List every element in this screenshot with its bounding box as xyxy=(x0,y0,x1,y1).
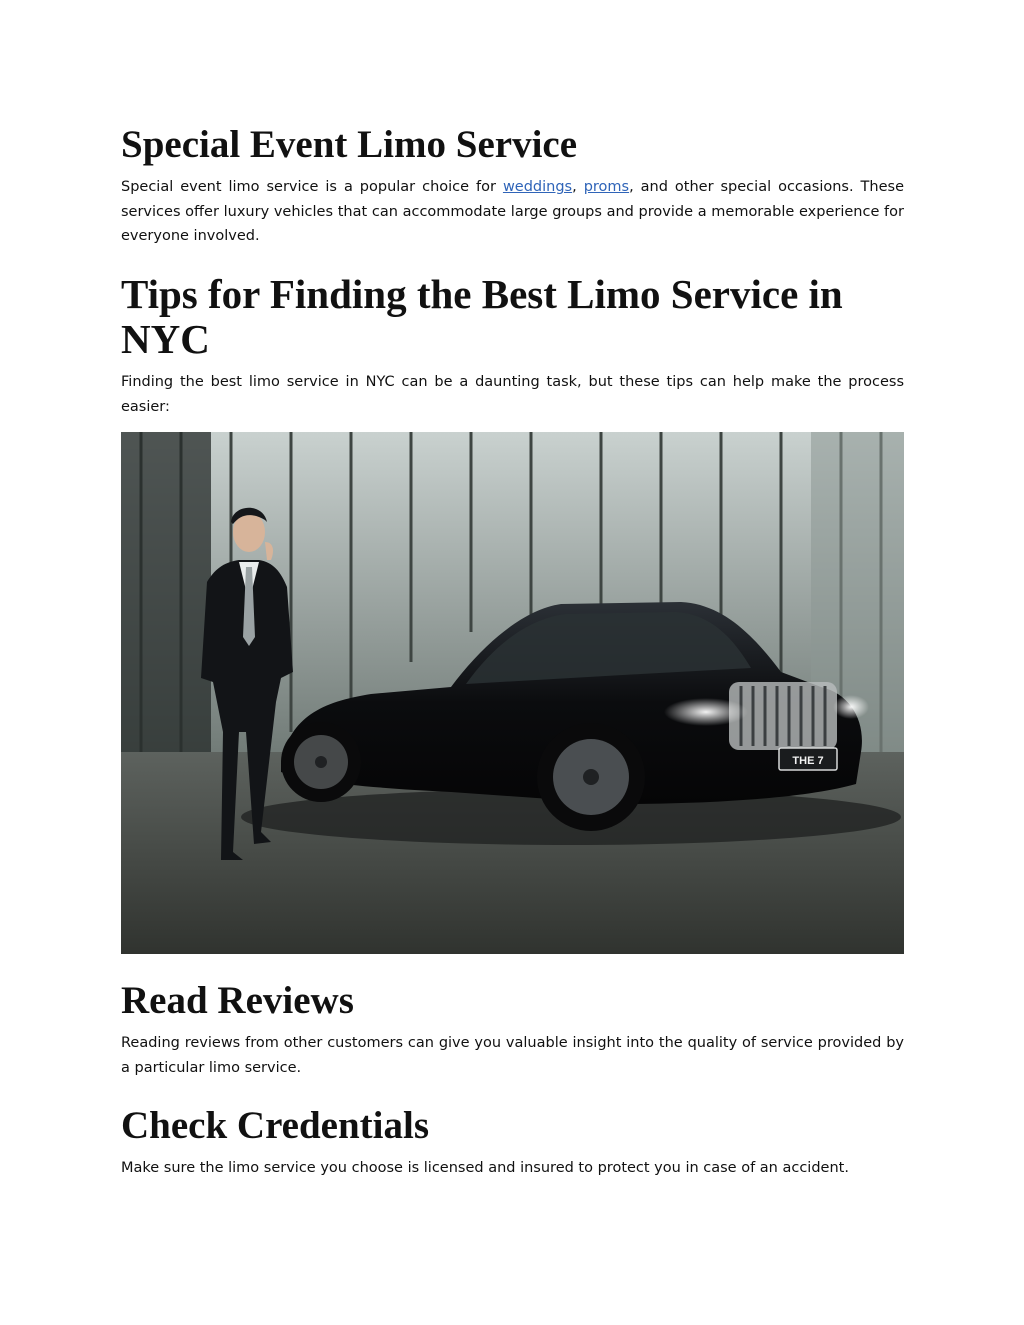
paragraph-tips: Finding the best limo service in NYC can be a daunting task, but these tips can help make the process easier: xyxy=(121,374,904,415)
limo-photo xyxy=(121,432,904,954)
heading-tips: Tips for Finding the Best Limo Service in NYC xyxy=(121,271,843,362)
heading-special-event: Special Event Limo Service xyxy=(121,123,578,166)
weddings-link[interactable]: weddings xyxy=(502,179,573,195)
front-hub xyxy=(583,769,599,785)
link-separator: , xyxy=(572,179,584,195)
paragraph-read-reviews: Reading reviews from other customers can give you valuable insight into the quality of service provided by a particular limo service. xyxy=(121,1035,904,1076)
paragraph-special-event xyxy=(121,175,904,249)
special-event-text-end: , and other special occasions. These services offer luxury vehicles that can accommodate large groups and provide a memorable experience for everyone involved. xyxy=(121,179,904,244)
rear-hub xyxy=(315,756,327,768)
limo-photo-illustration xyxy=(121,432,904,954)
heading-check-credentials: Check Credentials xyxy=(121,1104,430,1147)
headlight-right xyxy=(833,695,869,719)
proms-link[interactable]: proms xyxy=(583,179,630,195)
paragraph-check-credentials: Make sure the limo service you choose is licensed and insured to protect you in case of an accident. xyxy=(121,1160,849,1176)
license-plate-text: THE 7 xyxy=(792,755,824,767)
dark-pillar-left xyxy=(121,432,211,792)
headlight-left xyxy=(664,698,748,726)
heading-read-reviews: Read Reviews xyxy=(121,979,354,1022)
special-event-text-start: Special event limo service is a popular choice for xyxy=(121,179,503,195)
